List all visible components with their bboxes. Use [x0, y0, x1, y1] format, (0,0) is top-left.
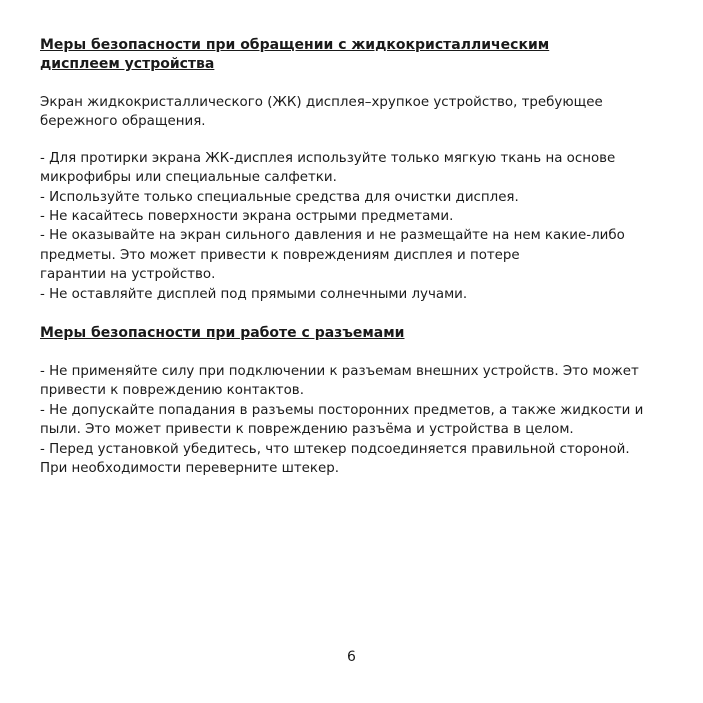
intro-line: Экран жидкокристаллического (ЖК) дисплея–хрупкое устройство, требующее — [40, 95, 603, 110]
bullet-line: - Не оказывайте на экран сильного давления и не размещайте на нем какие-либо — [40, 228, 625, 244]
bullet-line: - Не касайтесь поверхности экрана острыми предметами. — [40, 209, 454, 225]
bullet-line: - Не применяйте силу при подключении к разъемам внешних устройств. Это может — [40, 364, 639, 380]
bullet-line: - Не допускайте попадания в разъемы посторонних предметов, а также жидкости и — [40, 402, 644, 418]
section-lcd-title-line: Меры безопасности при обращении с жидкокристаллическим — [40, 37, 550, 53]
intro-line: бережного обращения. — [40, 114, 206, 130]
section-connectors-bullets — [40, 362, 680, 478]
bullet-line: - Для протирки экрана ЖК-дисплея используйте только мягкую ткань на основе — [40, 150, 616, 166]
bullet-line: пыли. Это может привести к повреждению разъёма и устройства в целом. — [40, 422, 574, 438]
bullet-line: гарантии на устройство. — [40, 267, 216, 283]
section-connectors-title-line: Меры безопасности при работе с разъемами — [40, 325, 405, 342]
section-lcd-title-line: дисплеем устройства — [40, 56, 215, 72]
section-lcd-intro — [40, 93, 680, 132]
section-connectors-title — [40, 324, 680, 343]
bullet-line: При необходимости переверните штекер. — [40, 461, 339, 477]
section-lcd-title — [40, 36, 680, 74]
bullet-line: микрофибры или специальные салфетки. — [40, 170, 337, 186]
section-lcd-bullets — [40, 149, 680, 304]
bullet-line: - Перед установкой убедитесь, что штекер подсоединяется правильной стороной. — [40, 441, 630, 457]
page-number: 6 — [347, 649, 356, 665]
bullet-line: - Используйте только специальные средства для очистки дисплея. — [40, 189, 519, 205]
document-page — [40, 36, 680, 479]
bullet-line: - Не оставляйте дисплей под прямыми солнечными лучами. — [40, 286, 468, 302]
bullet-line: привести к повреждению контактов. — [40, 383, 304, 399]
bullet-line: предметы. Это может привести к повреждениям дисплея и потере — [40, 247, 520, 263]
